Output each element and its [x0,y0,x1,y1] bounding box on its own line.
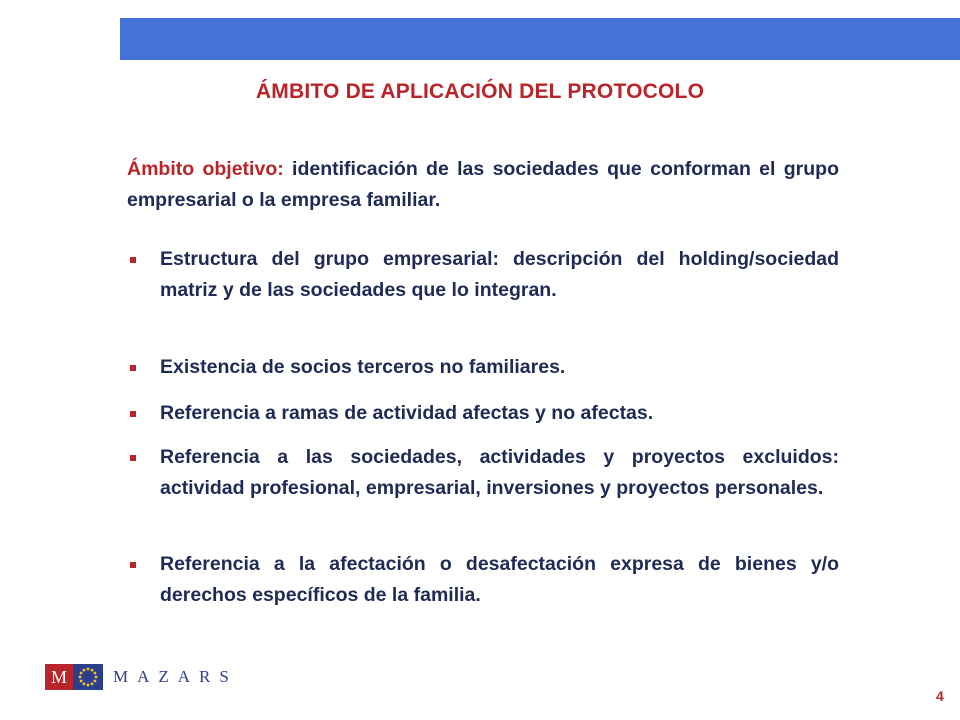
page-number: 4 [936,688,944,704]
list-item-text: Existencia de socios terceros no familiares. [160,356,566,378]
list-item-text: Referencia a la afectación o desafectación expresa de bienes y/o derechos específicos de la familia. [160,553,839,606]
bullet-square-icon [130,455,136,461]
list-item [160,398,839,429]
logo-letter: M [45,664,73,690]
list-item [160,549,839,611]
stars-ring-icon [73,664,103,690]
list-item-text: Estructura del grupo empresarial: descripción del holding/sociedad matriz y de las sociedades que lo integran. [160,248,839,301]
bullet-square-icon [130,257,136,263]
bullet-square-icon [130,562,136,568]
list-item-text: Referencia a ramas de actividad afectas y no afectas. [160,402,654,424]
list-item [160,442,839,504]
intro-lead: Ámbito objetivo: [127,158,284,180]
slide-title: ÁMBITO DE APLICACIÓN DEL PROTOCOLO [255,80,705,103]
logo-wordmark: MAZARS [113,667,238,686]
bullet-square-icon [130,411,136,417]
mazars-logo [45,664,238,690]
list-item-text: Referencia a las sociedades, actividades y proyectos excluidos: actividad profesional, empresarial, inversiones y proyectos personales. [160,446,839,499]
list-item [160,244,839,306]
bullet-square-icon [130,365,136,371]
intro-text: identificación de las sociedades que conforman el grupo empresarial o la empresa familiar. [127,158,839,211]
list-item [160,352,839,383]
